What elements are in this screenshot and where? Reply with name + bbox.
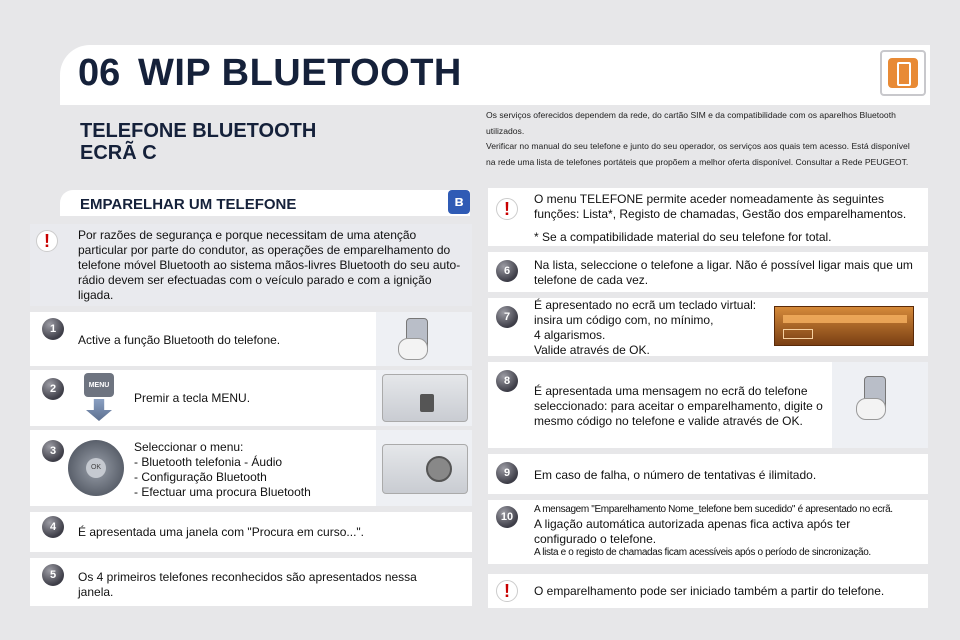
section-title: EMPARELHAR UM TELEFONE — [80, 196, 297, 213]
intro-p1: Os serviços oferecidos dependem da rede, do cartão SIM e da compatibilidade com os aparelhos Bluetooth utilizados. — [486, 110, 896, 136]
radio-illustration-menu — [376, 370, 472, 426]
step-7-line: É apresentado no ecrã um teclado virtual: — [534, 298, 757, 312]
step-7-line: Valide através de OK. — [534, 343, 650, 357]
step-10-text: A ligação automática autorizada apenas fica activa após ter configurado o telefone. — [534, 517, 851, 546]
menu-warning-text: O menu TELEFONE permite aceder nomeadamente às seguintes funções: Lista*, Registo de chamadas, Gestão dos emparelhamentos. — [534, 192, 907, 221]
step-8-badge: 8 — [496, 370, 518, 392]
step-9-badge: 9 — [496, 462, 518, 484]
step-3-intro: Seleccionar o menu: — [134, 440, 244, 454]
page-title: WIP BLUETOOTH — [138, 52, 462, 94]
step-3-text — [134, 440, 311, 500]
step-6-text: Na lista, seleccione o telefone a ligar. Não é possível ligar mais que um telefone de cada vez. — [534, 258, 913, 287]
menu-button-icon — [420, 394, 434, 412]
pairing-warning-text: O emparelhamento pode ser iniciado também a partir do telefone. — [534, 584, 885, 598]
step-1-text: Active a função Bluetooth do telefone. — [78, 333, 281, 347]
warning-icon: ! — [36, 230, 58, 252]
step-5-text: Os 4 primeiros telefones reconhecidos são apresentados nessa janela. — [78, 570, 417, 599]
step-4-badge: 4 — [42, 516, 64, 538]
step-7-badge: 7 — [496, 306, 518, 328]
telephone-bluetooth-icon — [880, 50, 926, 96]
step-1-badge: 1 — [42, 318, 64, 340]
radio-unit-icon — [382, 444, 468, 494]
step-5-badge: 5 — [42, 564, 64, 586]
step-3-item: - Bluetooth telefonia - Áudio — [134, 455, 283, 469]
ok-label: OK — [86, 458, 106, 478]
step-10-badge: 10 — [496, 506, 518, 528]
step-7-text — [534, 298, 774, 358]
phone-illustration — [832, 362, 928, 448]
safety-warning-text: Por razões de segurança e porque necessitam de uma atenção particular por parte do condutor, as operações de emparelhamento do telefone móvel Bluetooth ao sistema mãos-livres Bluetooth do seu auto-rádio devem ser efectuadas com o veículo parado e com a ignição ligada. — [78, 228, 461, 302]
step-3-item: - Configuração Bluetooth — [134, 470, 267, 484]
hand-icon — [398, 338, 428, 360]
hand-icon — [856, 398, 886, 420]
navigation-pad-icon — [68, 440, 124, 496]
step-2-badge: 2 — [42, 378, 64, 400]
keyboard-digits — [783, 315, 907, 323]
ok-key — [783, 329, 813, 339]
compatibility-note: * Se a compatibilidade material do seu telefone for total. — [534, 230, 832, 244]
step-4-text: É apresentada uma janela com "Procura em curso...". — [78, 525, 364, 539]
virtual-keyboard-screen — [774, 306, 914, 346]
step-3-badge: 3 — [42, 440, 64, 462]
radio-illustration-dial — [376, 430, 472, 506]
phone-illustration — [376, 312, 472, 366]
step-7-line: insira um código com, no mínimo, — [534, 313, 714, 327]
step-6-badge: 6 — [496, 260, 518, 282]
subtitle-line2: ECRÃ C — [80, 142, 157, 164]
chapter-number: 06 — [78, 52, 121, 94]
subtitle-line1: TELEFONE BLUETOOTH — [80, 120, 317, 142]
menu-key-icon: MENU — [84, 373, 114, 397]
step-8-text: É apresentada uma mensagem no ecrã do telefone seleccionado: para aceitar o emparelhamento, digite o mesmo código no telefone e valide através de OK. — [534, 384, 823, 428]
step-10-message: A mensagem "Emparelhamento Nome_telefone bem sucedido" é apresentado no ecrã. — [534, 504, 893, 515]
warning-icon: ! — [496, 580, 518, 602]
bluetooth-icon: ʙ — [448, 190, 470, 214]
subtitle — [80, 120, 316, 164]
dial-knob-icon — [426, 456, 452, 482]
step-10-sync-note: A lista e o registo de chamadas ficam acessíveis após o período de sincronização. — [534, 547, 871, 558]
step-9-text: Em caso de falha, o número de tentativas é ilimitado. — [534, 468, 817, 482]
intro-text — [486, 108, 916, 170]
warning-icon: ! — [496, 198, 518, 220]
intro-p2: Verificar no manual do seu telefone e junto do seu operador, os serviços aos quais tem acesso. Está disponível na rede uma lista de telefones portáteis que propõem a melhor oferta disponível. Consultar a Rede PEUGEOT. — [486, 141, 910, 167]
step-2-text: Premir a tecla MENU. — [134, 391, 251, 405]
step-7-line: 4 algarismos. — [534, 328, 606, 342]
step-3-item: - Efectuar uma procura Bluetooth — [134, 485, 311, 499]
